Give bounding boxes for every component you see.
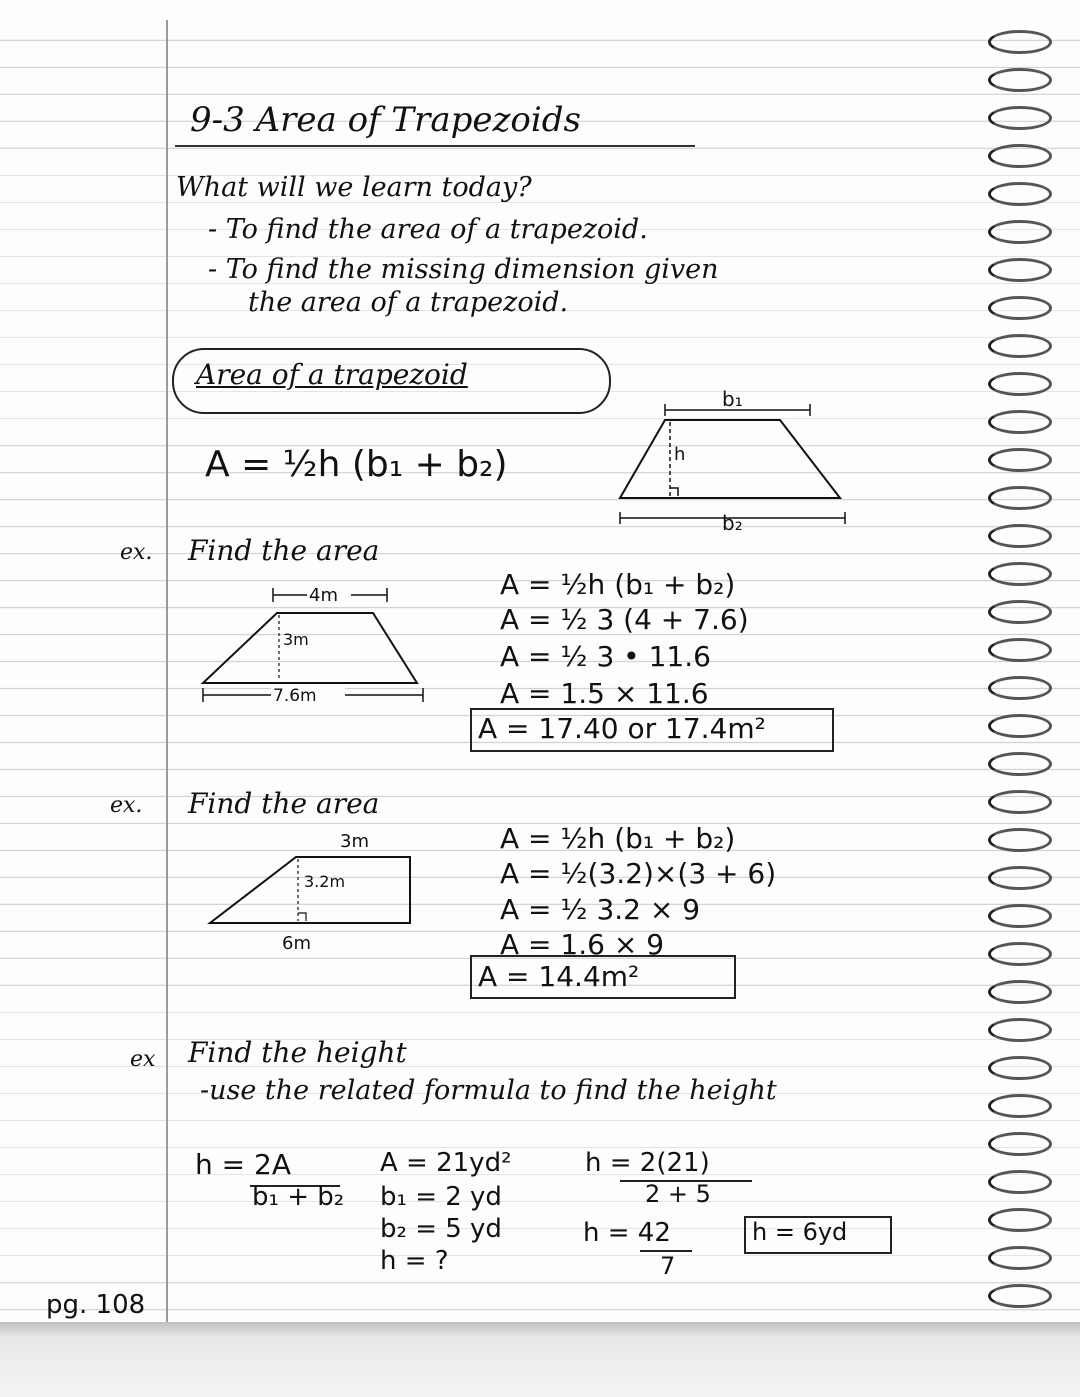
ex2-step-1: A = ½h (b₁ + b₂) (500, 822, 736, 855)
ex1-step-4: A = 1.5 × 11.6 (500, 677, 709, 710)
spiral-ring (988, 106, 1052, 130)
spiral-ring (988, 1056, 1052, 1080)
spiral-ring (988, 524, 1052, 548)
spiral-ring (988, 638, 1052, 662)
spiral-ring (988, 144, 1052, 168)
spiral-ring (988, 1208, 1052, 1232)
height-label: h (674, 444, 686, 465)
spiral-ring (988, 410, 1052, 434)
spiral-ring (988, 68, 1052, 92)
example-3-title: Find the height (188, 1036, 407, 1069)
ex1-step-3: A = ½ 3 • 11.6 (500, 640, 711, 673)
example-1-label: ex. (120, 540, 153, 565)
ex2-top-label: 3m (340, 831, 369, 852)
spiral-ring (988, 676, 1052, 700)
spiral-ring (988, 334, 1052, 358)
objective-question: What will we learn today? (176, 172, 532, 203)
given-h: h = ? (380, 1246, 449, 1276)
ex2-bottom-label: 6m (282, 933, 311, 954)
spiral-ring (988, 904, 1052, 928)
ex1-height-label: 3m (283, 630, 309, 649)
example-1-title: Find the area (188, 534, 380, 567)
spiral-ring (988, 296, 1052, 320)
spiral-ring (988, 1284, 1052, 1308)
ex2-step-4: A = 1.6 × 9 (500, 928, 665, 961)
ex1-bottom-label: 7.6m (273, 686, 317, 706)
spiral-ring (988, 372, 1052, 396)
bottom-base-label: b₂ (722, 511, 743, 535)
example-2-label: ex. (110, 793, 143, 818)
trapezoid-diagram-general (610, 387, 870, 550)
spiral-ring (988, 752, 1052, 776)
title-underline (175, 145, 695, 147)
spiral-ring (988, 1094, 1052, 1118)
key-box-label: Area of a trapezoid (196, 358, 468, 391)
ex3-simplified-numerator: h = 42 (583, 1218, 671, 1248)
example-3-label: ex (130, 1047, 156, 1072)
area-formula: A = ½h (b₁ + b₂) (205, 444, 508, 485)
spiral-ring (988, 448, 1052, 472)
spiral-ring (988, 30, 1052, 54)
spiral-ring (988, 1246, 1052, 1270)
ex3-substitution-denominator: 2 + 5 (645, 1180, 711, 1208)
ex3-substitution-numerator: h = 2(21) (585, 1148, 710, 1178)
ex1-top-label: 4m (309, 585, 338, 606)
ex2-height-label: 3.2m (304, 872, 346, 891)
height-formula-denominator: b₁ + b₂ (252, 1182, 345, 1212)
given-area: A = 21yd² (380, 1148, 512, 1178)
spiral-ring (988, 1018, 1052, 1042)
top-base-label: b₁ (722, 387, 743, 411)
spiral-ring (988, 220, 1052, 244)
ex2-step-3: A = ½ 3.2 × 9 (500, 893, 701, 926)
given-b1: b₁ = 2 yd (380, 1182, 502, 1212)
height-formula-numerator: h = 2A (195, 1148, 291, 1181)
ex3-answer: h = 6yd (752, 1218, 848, 1246)
spiral-ring (988, 790, 1052, 814)
page-title: 9-3 Area of Trapezoids (190, 100, 581, 140)
ex1-step-1: A = ½h (b₁ + b₂) (500, 568, 736, 601)
spiral-ring (988, 562, 1052, 586)
spiral-ring (988, 980, 1052, 1004)
objective-bullet-2: - To find the missing dimension given (208, 254, 719, 285)
spiral-ring (988, 1132, 1052, 1156)
ex3-simplified-denominator: 7 (660, 1252, 676, 1280)
spiral-ring (988, 866, 1052, 890)
example-2-title: Find the area (188, 787, 380, 820)
trapezoid-diagram-example-2 (200, 825, 430, 960)
spiral-ring (988, 1170, 1052, 1194)
trapezoid-diagram-example-1 (195, 575, 435, 715)
example-3-subtitle: -use the related formula to find the height (200, 1075, 777, 1106)
margin-line (166, 20, 168, 1330)
spiral-ring (988, 942, 1052, 966)
spiral-ring (988, 600, 1052, 624)
page-bottom-edge (0, 1322, 1080, 1397)
spiral-ring (988, 486, 1052, 510)
spiral-ring (988, 258, 1052, 282)
ex1-step-2: A = ½ 3 (4 + 7.6) (500, 603, 749, 636)
spiral-ring (988, 828, 1052, 852)
objective-bullet-2-continued: the area of a trapezoid. (248, 287, 569, 318)
ex2-answer: A = 14.4m² (478, 960, 640, 993)
objective-bullet-1: - To find the area of a trapezoid. (208, 214, 648, 245)
ex2-step-2: A = ½(3.2)×(3 + 6) (500, 857, 777, 890)
page-reference: pg. 108 (46, 1290, 146, 1320)
spiral-ring (988, 714, 1052, 738)
spiral-ring (988, 182, 1052, 206)
ex1-answer: A = 17.40 or 17.4m² (478, 712, 766, 745)
given-b2: b₂ = 5 yd (380, 1214, 502, 1244)
spiral-binding (988, 30, 1058, 1320)
